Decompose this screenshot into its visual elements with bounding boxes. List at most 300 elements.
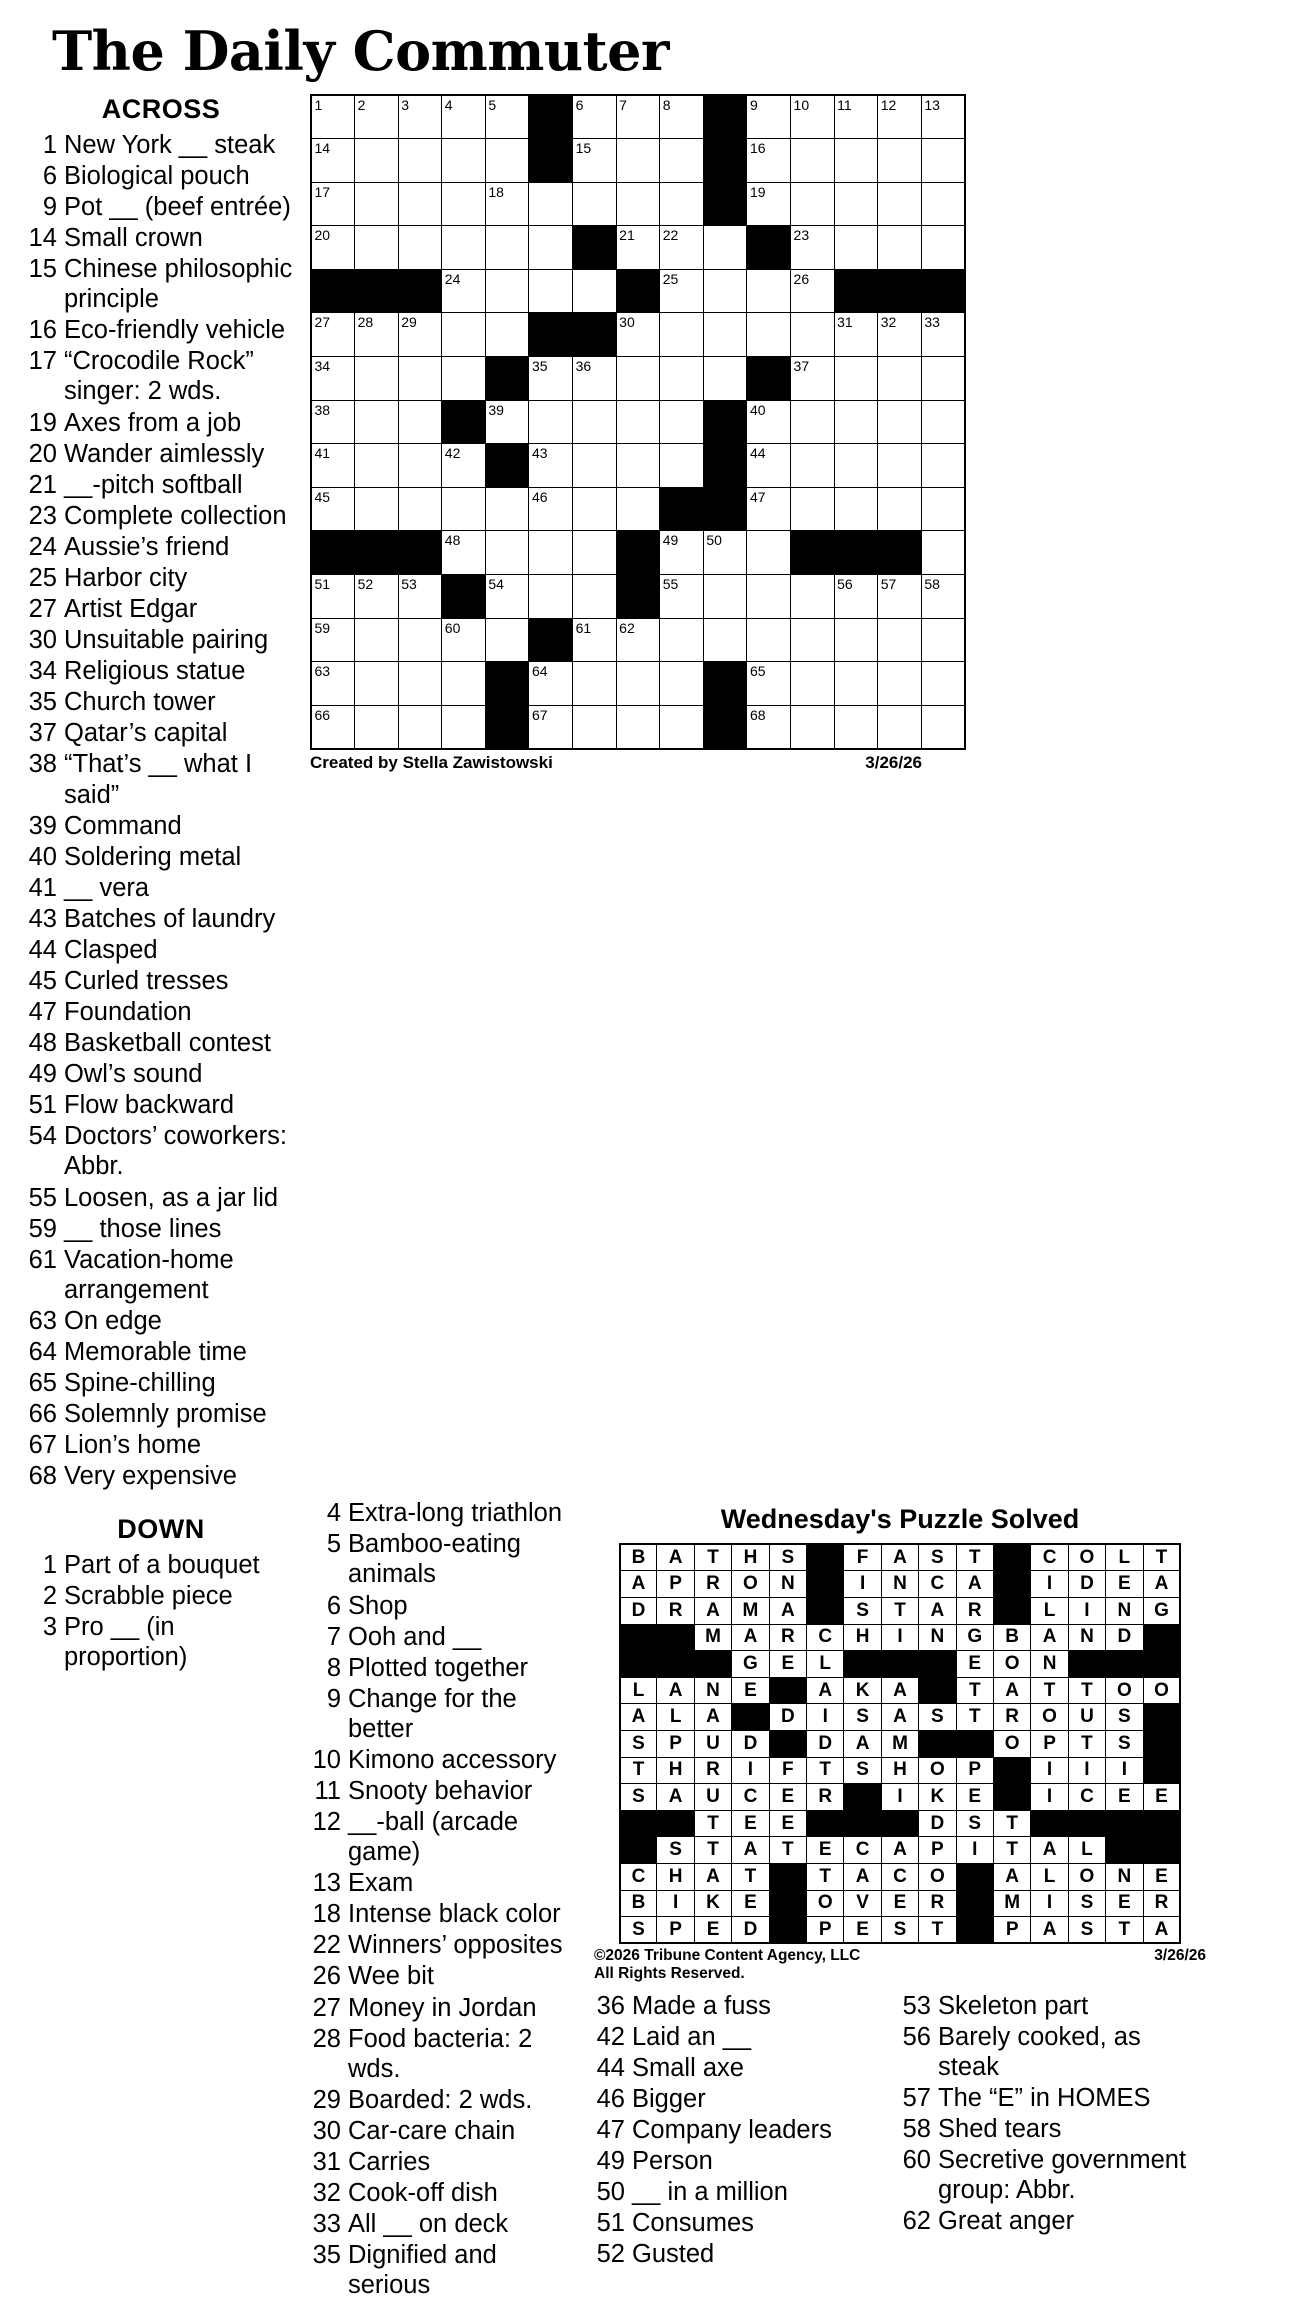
- clue-number: 9: [42, 193, 57, 222]
- clue-item[interactable]: [310, 1622, 580, 1652]
- grid-cell[interactable]: [834, 705, 878, 749]
- grid-cell[interactable]: [660, 182, 704, 226]
- grid-cell[interactable]: [747, 139, 791, 183]
- grid-cell[interactable]: [616, 662, 660, 706]
- grid-cell[interactable]: [485, 531, 529, 575]
- grid-cell[interactable]: [485, 95, 529, 139]
- clue-number: 3: [42, 1613, 57, 1642]
- grid-cell[interactable]: [355, 226, 399, 270]
- solved-cell-letter: S: [620, 1730, 657, 1757]
- grid-cell[interactable]: [660, 357, 704, 401]
- grid-cell[interactable]: [398, 705, 442, 749]
- grid-cell[interactable]: [878, 95, 922, 139]
- clue-item[interactable]: [310, 1529, 580, 1589]
- grid-cell[interactable]: [921, 531, 965, 575]
- grid-cell[interactable]: [747, 705, 791, 749]
- clue-item[interactable]: [26, 1461, 296, 1491]
- grid-cell[interactable]: [355, 618, 399, 662]
- clue-item[interactable]: [900, 1991, 1190, 2021]
- grid-cell-number: 9: [749, 97, 758, 113]
- clue-item[interactable]: [594, 2239, 884, 2269]
- grid-cell[interactable]: [616, 226, 660, 270]
- clue-item[interactable]: [26, 1399, 296, 1429]
- grid-cell[interactable]: [485, 139, 529, 183]
- clue-item[interactable]: [26, 470, 296, 500]
- grid-cell[interactable]: [573, 487, 617, 531]
- grid-cell[interactable]: [921, 182, 965, 226]
- grid-cell[interactable]: [442, 269, 486, 313]
- clue-item[interactable]: [26, 1306, 296, 1336]
- clue-item[interactable]: [26, 1337, 296, 1367]
- grid-cell[interactable]: [878, 357, 922, 401]
- grid-cell[interactable]: [616, 400, 660, 444]
- grid-cell[interactable]: [442, 531, 486, 575]
- clue-item[interactable]: [26, 1612, 296, 1672]
- grid-cell[interactable]: [529, 226, 573, 270]
- crossword-grid[interactable]: [310, 94, 966, 750]
- clue-item[interactable]: [900, 2206, 1190, 2236]
- grid-cell[interactable]: [660, 618, 704, 662]
- grid-cell[interactable]: [660, 139, 704, 183]
- grid-cell[interactable]: [616, 444, 660, 488]
- clue-item[interactable]: [310, 1930, 580, 1960]
- clue-item[interactable]: [310, 2085, 580, 2115]
- grid-cell[interactable]: [573, 618, 617, 662]
- grid-cell[interactable]: [442, 487, 486, 531]
- clue-item[interactable]: [26, 254, 296, 314]
- grid-cell[interactable]: [703, 531, 747, 575]
- grid-cell[interactable]: [529, 444, 573, 488]
- down-clue-list-4: [900, 1991, 1190, 2237]
- clue-item[interactable]: [26, 966, 296, 996]
- grid-cell[interactable]: [834, 400, 878, 444]
- grid-cell[interactable]: [529, 182, 573, 226]
- clue-item[interactable]: [26, 439, 296, 469]
- grid-cell[interactable]: [703, 269, 747, 313]
- grid-cell[interactable]: [834, 444, 878, 488]
- clue-item[interactable]: [26, 718, 296, 748]
- grid-cell[interactable]: [791, 487, 835, 531]
- grid-cell[interactable]: [834, 313, 878, 357]
- grid-cell[interactable]: [311, 444, 355, 488]
- grid-cell[interactable]: [573, 400, 617, 444]
- grid-cell[interactable]: [355, 400, 399, 444]
- grid-cell[interactable]: [834, 662, 878, 706]
- clue-item[interactable]: [310, 1745, 580, 1775]
- grid-cell[interactable]: [573, 575, 617, 619]
- grid-cell[interactable]: [703, 313, 747, 357]
- grid-cell-number: 57: [880, 576, 897, 593]
- grid-cell[interactable]: [921, 662, 965, 706]
- grid-cell[interactable]: [834, 357, 878, 401]
- solved-cell-letter: P: [657, 1917, 694, 1944]
- grid-cell[interactable]: [747, 95, 791, 139]
- grid-cell[interactable]: [529, 357, 573, 401]
- grid-cell[interactable]: [878, 313, 922, 357]
- grid-cell[interactable]: [311, 139, 355, 183]
- clue-item[interactable]: [310, 1776, 580, 1806]
- grid-cell[interactable]: [311, 182, 355, 226]
- grid-cell[interactable]: [791, 400, 835, 444]
- clue-item[interactable]: [26, 1214, 296, 1244]
- grid-cell[interactable]: [791, 444, 835, 488]
- grid-cell[interactable]: [442, 95, 486, 139]
- grid-cell[interactable]: [878, 400, 922, 444]
- clue-text: New York __ steak: [64, 130, 276, 159]
- clue-item[interactable]: [594, 1991, 884, 2021]
- clue-item[interactable]: [26, 223, 296, 253]
- grid-cell[interactable]: [442, 357, 486, 401]
- grid-cell[interactable]: [355, 357, 399, 401]
- grid-row: [311, 618, 965, 662]
- grid-cell[interactable]: [791, 313, 835, 357]
- grid-cell[interactable]: [660, 531, 704, 575]
- clue-item[interactable]: [310, 1868, 580, 1898]
- grid-cell[interactable]: [529, 487, 573, 531]
- grid-cell[interactable]: [355, 444, 399, 488]
- clue-number: 6: [42, 161, 57, 190]
- grid-row: [311, 444, 965, 488]
- grid-cell[interactable]: [834, 618, 878, 662]
- grid-cell[interactable]: [355, 662, 399, 706]
- grid-cell[interactable]: [398, 226, 442, 270]
- grid-cell[interactable]: [311, 487, 355, 531]
- grid-cell[interactable]: [398, 618, 442, 662]
- grid-cell[interactable]: [747, 618, 791, 662]
- grid-cell[interactable]: [791, 357, 835, 401]
- grid-cell[interactable]: [878, 575, 922, 619]
- grid-cell[interactable]: [573, 182, 617, 226]
- grid-cell[interactable]: [747, 575, 791, 619]
- clue-item[interactable]: [26, 161, 296, 191]
- grid-cell[interactable]: [573, 705, 617, 749]
- clue-item[interactable]: [26, 1581, 296, 1611]
- solved-cell-letter: G: [1143, 1597, 1180, 1624]
- grid-cell[interactable]: [921, 618, 965, 662]
- grid-cell[interactable]: [921, 400, 965, 444]
- grid-cell[interactable]: [703, 618, 747, 662]
- clue-item[interactable]: [900, 2083, 1190, 2113]
- grid-cell[interactable]: [616, 95, 660, 139]
- grid-cell[interactable]: [442, 444, 486, 488]
- clue-item[interactable]: [26, 1059, 296, 1089]
- clue-item[interactable]: [26, 532, 296, 562]
- clue-item[interactable]: [900, 2022, 1190, 2082]
- grid-cell[interactable]: [398, 487, 442, 531]
- grid-cell[interactable]: [311, 618, 355, 662]
- grid-cell[interactable]: [921, 357, 965, 401]
- clue-item[interactable]: [26, 656, 296, 686]
- clue-item[interactable]: [26, 501, 296, 531]
- grid-cell[interactable]: [442, 313, 486, 357]
- clue-item[interactable]: [26, 594, 296, 624]
- grid-cell[interactable]: [311, 662, 355, 706]
- grid-cell[interactable]: [834, 575, 878, 619]
- grid-cell[interactable]: [398, 400, 442, 444]
- clue-item[interactable]: [26, 563, 296, 593]
- grid-cell[interactable]: [921, 226, 965, 270]
- grid-cell[interactable]: [311, 705, 355, 749]
- grid-cell[interactable]: [573, 662, 617, 706]
- grid-cell[interactable]: [485, 226, 529, 270]
- grid-cell[interactable]: [311, 226, 355, 270]
- grid-cell[interactable]: [398, 575, 442, 619]
- grid-cell[interactable]: [921, 487, 965, 531]
- clue-item[interactable]: [594, 2177, 884, 2207]
- solved-cell-letter: I: [1106, 1757, 1143, 1784]
- solved-cell-block: [956, 1863, 993, 1890]
- solved-cell-letter: I: [657, 1890, 694, 1917]
- clue-item[interactable]: [26, 1121, 296, 1181]
- clue-item[interactable]: [594, 2208, 884, 2238]
- grid-cell[interactable]: [834, 139, 878, 183]
- grid-cell[interactable]: [791, 139, 835, 183]
- grid-cell[interactable]: [660, 705, 704, 749]
- clue-item[interactable]: [310, 2024, 580, 2084]
- grid-cell-number: 13: [924, 97, 940, 113]
- clue-item[interactable]: [26, 1550, 296, 1580]
- clue-item[interactable]: [26, 192, 296, 222]
- grid-cell[interactable]: [398, 95, 442, 139]
- grid-cell[interactable]: [747, 531, 791, 575]
- grid-cell[interactable]: [791, 575, 835, 619]
- grid-cell[interactable]: [616, 618, 660, 662]
- grid-cell[interactable]: [529, 531, 573, 575]
- grid-cell[interactable]: [660, 313, 704, 357]
- grid-cell[interactable]: [747, 487, 791, 531]
- clue-item[interactable]: [26, 935, 296, 965]
- clue-item[interactable]: [310, 1684, 580, 1744]
- clue-item[interactable]: [310, 2178, 580, 2208]
- grid-row: [311, 313, 965, 357]
- grid-cell[interactable]: [311, 400, 355, 444]
- grid-cell[interactable]: [529, 662, 573, 706]
- grid-cell[interactable]: [355, 95, 399, 139]
- grid-cell[interactable]: [311, 575, 355, 619]
- clue-item[interactable]: [310, 1993, 580, 2023]
- clue-item[interactable]: [310, 1899, 580, 1929]
- grid-cell-block: [703, 182, 747, 226]
- grid-cell[interactable]: [921, 139, 965, 183]
- grid-cell[interactable]: [791, 226, 835, 270]
- grid-cell[interactable]: [573, 269, 617, 313]
- grid-cell[interactable]: [485, 618, 529, 662]
- grid-cell[interactable]: [834, 182, 878, 226]
- grid-cell[interactable]: [660, 269, 704, 313]
- solved-cell-letter: T: [956, 1677, 993, 1704]
- clue-item[interactable]: [26, 749, 296, 809]
- clue-item[interactable]: [26, 1183, 296, 1213]
- grid-cell[interactable]: [616, 487, 660, 531]
- clue-item[interactable]: [594, 2146, 884, 2176]
- solved-cell-letter: A: [1143, 1571, 1180, 1598]
- clue-item[interactable]: [26, 687, 296, 717]
- grid-cell[interactable]: [878, 444, 922, 488]
- solved-cell-letter: E: [769, 1784, 806, 1811]
- grid-cell[interactable]: [311, 357, 355, 401]
- grid-cell[interactable]: [485, 269, 529, 313]
- grid-cell-number: 41: [314, 445, 331, 462]
- grid-cell[interactable]: [573, 357, 617, 401]
- grid-cell[interactable]: [355, 139, 399, 183]
- clue-item[interactable]: [26, 1245, 296, 1305]
- grid-cell[interactable]: [747, 269, 791, 313]
- clue-item[interactable]: [26, 346, 296, 406]
- clue-item[interactable]: [26, 997, 296, 1027]
- clue-item[interactable]: [26, 1430, 296, 1460]
- clue-item[interactable]: [310, 1961, 580, 1991]
- grid-cell[interactable]: [878, 182, 922, 226]
- grid-cell[interactable]: [398, 662, 442, 706]
- grid-cell[interactable]: [747, 182, 791, 226]
- grid-cell[interactable]: [485, 182, 529, 226]
- clue-text: Chinese philosophic principle: [64, 255, 293, 314]
- grid-cell[interactable]: [834, 487, 878, 531]
- byline-row: [310, 753, 922, 773]
- grid-cell[interactable]: [791, 705, 835, 749]
- clue-item[interactable]: [26, 1368, 296, 1398]
- clue-item[interactable]: [594, 2084, 884, 2114]
- grid-cell[interactable]: [921, 705, 965, 749]
- grid-cell[interactable]: [660, 444, 704, 488]
- grid-cell[interactable]: [616, 357, 660, 401]
- solved-cell-letter: T: [694, 1810, 731, 1837]
- clue-item[interactable]: [594, 2115, 884, 2145]
- grid-cell[interactable]: [355, 575, 399, 619]
- grid-cell[interactable]: [747, 662, 791, 706]
- grid-cell[interactable]: [573, 139, 617, 183]
- grid-cell[interactable]: [442, 139, 486, 183]
- clue-item[interactable]: [310, 2240, 580, 2300]
- grid-cell[interactable]: [660, 226, 704, 270]
- solved-cell-letter: A: [620, 1571, 657, 1598]
- grid-cell[interactable]: [529, 575, 573, 619]
- clue-item[interactable]: [310, 1807, 580, 1867]
- grid-cell[interactable]: [355, 182, 399, 226]
- clue-item[interactable]: [26, 1090, 296, 1120]
- clue-item[interactable]: [26, 811, 296, 841]
- grid-cell[interactable]: [442, 662, 486, 706]
- grid-cell[interactable]: [703, 226, 747, 270]
- grid-cell[interactable]: [791, 662, 835, 706]
- grid-cell[interactable]: [529, 269, 573, 313]
- grid-cell[interactable]: [921, 95, 965, 139]
- grid-cell[interactable]: [355, 705, 399, 749]
- clue-item[interactable]: [594, 2022, 884, 2052]
- grid-cell[interactable]: [616, 182, 660, 226]
- grid-cell[interactable]: [703, 357, 747, 401]
- clue-item[interactable]: [310, 2116, 580, 2146]
- grid-cell[interactable]: [398, 313, 442, 357]
- grid-cell-number: 27: [314, 314, 331, 331]
- grid-cell[interactable]: [485, 487, 529, 531]
- clue-item[interactable]: [900, 2114, 1190, 2144]
- grid-cell[interactable]: [442, 618, 486, 662]
- grid-cell[interactable]: [442, 226, 486, 270]
- grid-cell[interactable]: [311, 313, 355, 357]
- grid-cell[interactable]: [660, 95, 704, 139]
- grid-cell[interactable]: [747, 400, 791, 444]
- grid-cell[interactable]: [878, 662, 922, 706]
- grid-cell[interactable]: [573, 95, 617, 139]
- grid-cell[interactable]: [878, 226, 922, 270]
- clue-item[interactable]: [26, 315, 296, 345]
- clue-item[interactable]: [310, 2147, 580, 2177]
- clue-number: 40: [28, 842, 57, 871]
- clue-item[interactable]: [310, 1591, 580, 1621]
- grid-cell[interactable]: [747, 444, 791, 488]
- grid-cell[interactable]: [791, 618, 835, 662]
- grid-cell[interactable]: [442, 182, 486, 226]
- solved-cell-letter: U: [694, 1730, 731, 1757]
- grid-cell[interactable]: [660, 400, 704, 444]
- clue-item[interactable]: [900, 2145, 1190, 2205]
- grid-cell[interactable]: [616, 705, 660, 749]
- clue-item[interactable]: [310, 1653, 580, 1683]
- grid-cell[interactable]: [791, 182, 835, 226]
- grid-cell[interactable]: [878, 487, 922, 531]
- grid-cell[interactable]: [573, 531, 617, 575]
- grid-cell[interactable]: [442, 705, 486, 749]
- grid-cell[interactable]: [398, 182, 442, 226]
- clue-item[interactable]: [26, 1028, 296, 1058]
- grid-cell[interactable]: [529, 400, 573, 444]
- grid-cell[interactable]: [660, 662, 704, 706]
- clue-item[interactable]: [594, 2053, 884, 2083]
- clue-item[interactable]: [26, 408, 296, 438]
- grid-cell[interactable]: [878, 618, 922, 662]
- grid-cell[interactable]: [834, 226, 878, 270]
- grid-cell[interactable]: [660, 575, 704, 619]
- grid-cell[interactable]: [616, 313, 660, 357]
- grid-cell[interactable]: [529, 705, 573, 749]
- grid-cell[interactable]: [878, 705, 922, 749]
- solved-cell-letter: H: [844, 1624, 881, 1651]
- grid-cell[interactable]: [485, 313, 529, 357]
- grid-cell[interactable]: [485, 575, 529, 619]
- grid-cell[interactable]: [747, 313, 791, 357]
- grid-cell[interactable]: [878, 139, 922, 183]
- grid-cell[interactable]: [921, 444, 965, 488]
- grid-cell[interactable]: [398, 444, 442, 488]
- grid-cell[interactable]: [573, 444, 617, 488]
- grid-cell[interactable]: [485, 400, 529, 444]
- grid-cell[interactable]: [398, 357, 442, 401]
- grid-cell[interactable]: [921, 575, 965, 619]
- clue-item[interactable]: [26, 842, 296, 872]
- solved-cell-letter: A: [732, 1837, 769, 1864]
- grid-cell[interactable]: [834, 95, 878, 139]
- clue-item[interactable]: [26, 904, 296, 934]
- grid-cell[interactable]: [311, 95, 355, 139]
- clue-number: 61: [28, 1245, 57, 1274]
- clue-item[interactable]: [26, 873, 296, 903]
- grid-cell[interactable]: [616, 139, 660, 183]
- solved-cell-letter: A: [732, 1624, 769, 1651]
- grid-cell-number: 59: [314, 619, 331, 636]
- clue-item[interactable]: [26, 130, 296, 160]
- clue-item[interactable]: [310, 2209, 580, 2239]
- grid-cell[interactable]: [398, 139, 442, 183]
- grid-cell[interactable]: [703, 575, 747, 619]
- grid-cell[interactable]: [921, 313, 965, 357]
- grid-cell[interactable]: [355, 487, 399, 531]
- grid-cell[interactable]: [355, 313, 399, 357]
- grid-cell[interactable]: [791, 269, 835, 313]
- clue-item[interactable]: [26, 625, 296, 655]
- grid-cell[interactable]: [791, 95, 835, 139]
- clue-item[interactable]: [310, 1498, 580, 1528]
